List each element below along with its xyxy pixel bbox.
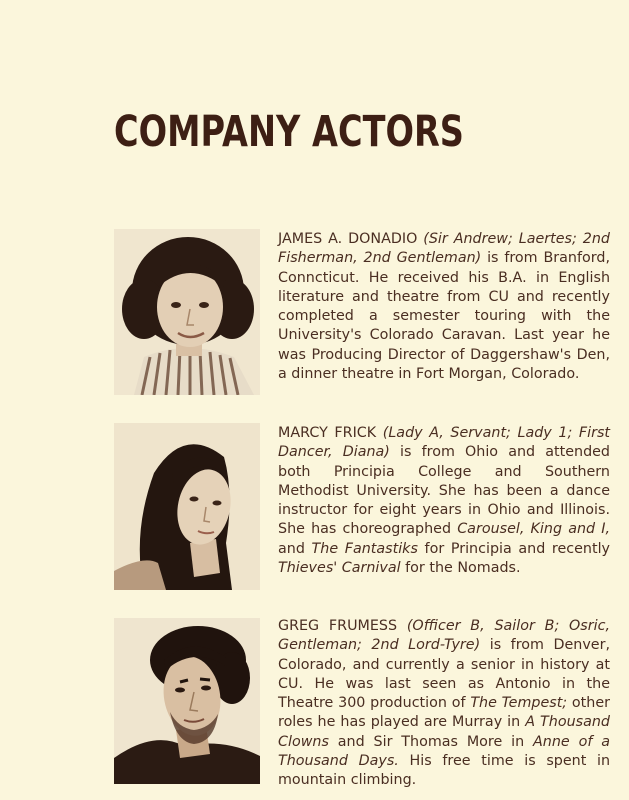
production-title: Anne of a Thousand Days. (278, 733, 610, 770)
page-heading: COMPANY ACTORS (114, 107, 464, 157)
actor-description: His free time is spent in mountain climbing. (278, 753, 611, 789)
actor-photo-greg-frumess (114, 618, 260, 784)
actor-roles: (Lady A, Servant; Lady 1; First Dancer, Diana) (278, 425, 610, 461)
production-title: A Thousand Clowns (278, 714, 611, 750)
actor-bio-marcy-frick (278, 424, 610, 578)
actor-description: other roles he has played are Murray in (278, 695, 611, 731)
actor-roles: (Officer B, Sailor B; Osric, Gentleman; 2nd Lord-Tyre) (278, 618, 611, 654)
production-title: The Tempest; (470, 695, 568, 712)
actor-name: MARCY FRICK (278, 425, 377, 441)
actor-description: and (278, 540, 305, 557)
production-title: Thieves' Carnival (278, 560, 401, 577)
actor-name: JAMES A. DONADIO (278, 231, 418, 247)
actor-photo-marcy-frick (114, 423, 260, 590)
actor-name: GREG FRUMESS (278, 618, 398, 634)
production-title: Carousel, King and I, (457, 521, 611, 538)
actor-description: is from Ohio and attended both Principia College and Southern Methodist University. She has been a dance instructor for eight years in Ohio and Illinois. She has choreographed (278, 444, 611, 538)
actor-bio-greg-frumess (278, 617, 610, 791)
actor-description: is from Branford, Conncticut. He received his B.A. in English literature and theatre from CU and recently completed a semester touring with the University's Colorado Caravan. Last year he was Producing Director of Daggershaw's Den, a dinner theatre in Fort Morgan, Colorado. (278, 250, 610, 383)
actor-photo-james-donadio (114, 229, 260, 395)
actor-description: for the Nomads. (405, 560, 521, 577)
production-title: The Fantastiks (311, 540, 418, 557)
actor-roles: (Sir Andrew; Laertes; 2nd Fisherman, 2nd Gentleman) (278, 231, 610, 267)
actor-description: is from Denver, Colorado, and currently a senior in history at CU. He was last seen as Antonio in the Theatre 300 production of (278, 637, 611, 712)
actor-bio-james-donadio (278, 230, 610, 384)
actor-description: for Principia and recently (424, 540, 611, 557)
actor-description: and Sir Thomas More in (337, 733, 525, 750)
